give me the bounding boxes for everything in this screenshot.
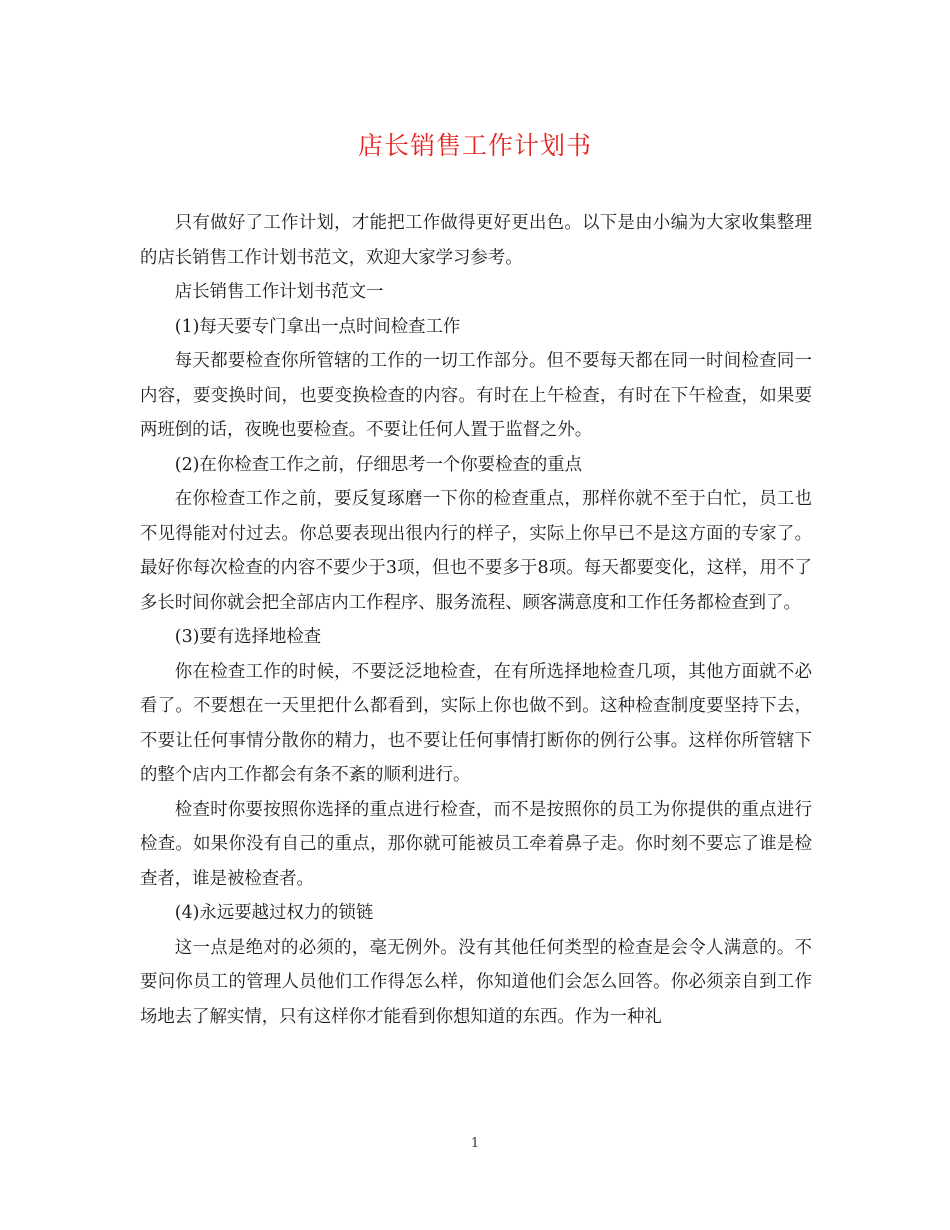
paragraph: 这一点是绝对的必须的，毫无例外。没有其他任何类型的检查是会令人满意的。不要问你员工的管理人员他们工作得怎么样，你知道他们会怎么回答。你必须亲自到工作场地去了解实情，只有这样你才能看到你想知道的东西。作为一种礼 <box>140 937 812 1027</box>
item-heading-4: (4)永远要越过权力的锁链 <box>174 903 374 923</box>
item-heading-2: (2)在你检查工作之前，仔细思考一个你要检查的重点 <box>174 454 583 475</box>
paragraph-intro: 只有做好了工作计划，才能把工作做得更好更出色。以下是由小编为大家收集整理的店长销售工作计划书范文，欢迎大家学习参考。 <box>140 213 812 268</box>
paragraph: 检查时你要按照你选择的重点进行检查，而不是按照你的员工为你提供的重点进行检查。如果你没有自己的重点，那你就可能被员工牵着鼻子走。你时刻不要忘了谁是检查者，谁是被检查者。 <box>140 799 812 889</box>
section-heading: 店长销售工作计划书范文一 <box>174 282 384 302</box>
paragraph: 每天都要检查你所管辖的工作的一切工作部分。但不要每天都在同一时间检查同一内容，要变换时间，也要变换检查的内容。有时在上午检查，有时在下午检查，如果要两班倒的话，夜晚也要检查。不要让任何人置于监督之外。 <box>140 351 812 440</box>
paragraph: 在你检查工作之前，要反复琢磨一下你的检查重点，那样你就不至于白忙，员工也不见得能对付过去。你总要表现出很内行的样子，实际上你早已不是这方面的专家了。最好你每次检查的内容不要少于3项，但也不要多于8项。每天都要变化，这样，用不了多长时间你就会把全部店内工作程序、服务流程、顾客满意度和工作任务都检查到了。 <box>140 489 812 613</box>
item-heading-3: (3)要有选择地检查 <box>174 627 322 647</box>
page-number: 1 <box>470 1136 480 1151</box>
document-body <box>140 206 812 1034</box>
item-heading-1: (1)每天要专门拿出一点时间检查工作 <box>174 316 461 337</box>
paragraph: 你在检查工作的时候，不要泛泛地检查，在有所选择地检查几项，其他方面就不必看了。不要想在一天里把什么都看到，实际上你也做不到。这种检查制度要坚持下去，不要让任何事情分散你的精力，也不要让任何事情打断你的例行公事。这样你所管辖下的整个店内工作都会有条不紊的顺利进行。 <box>140 661 812 785</box>
page-title: 店长销售工作计划书 <box>357 131 592 160</box>
